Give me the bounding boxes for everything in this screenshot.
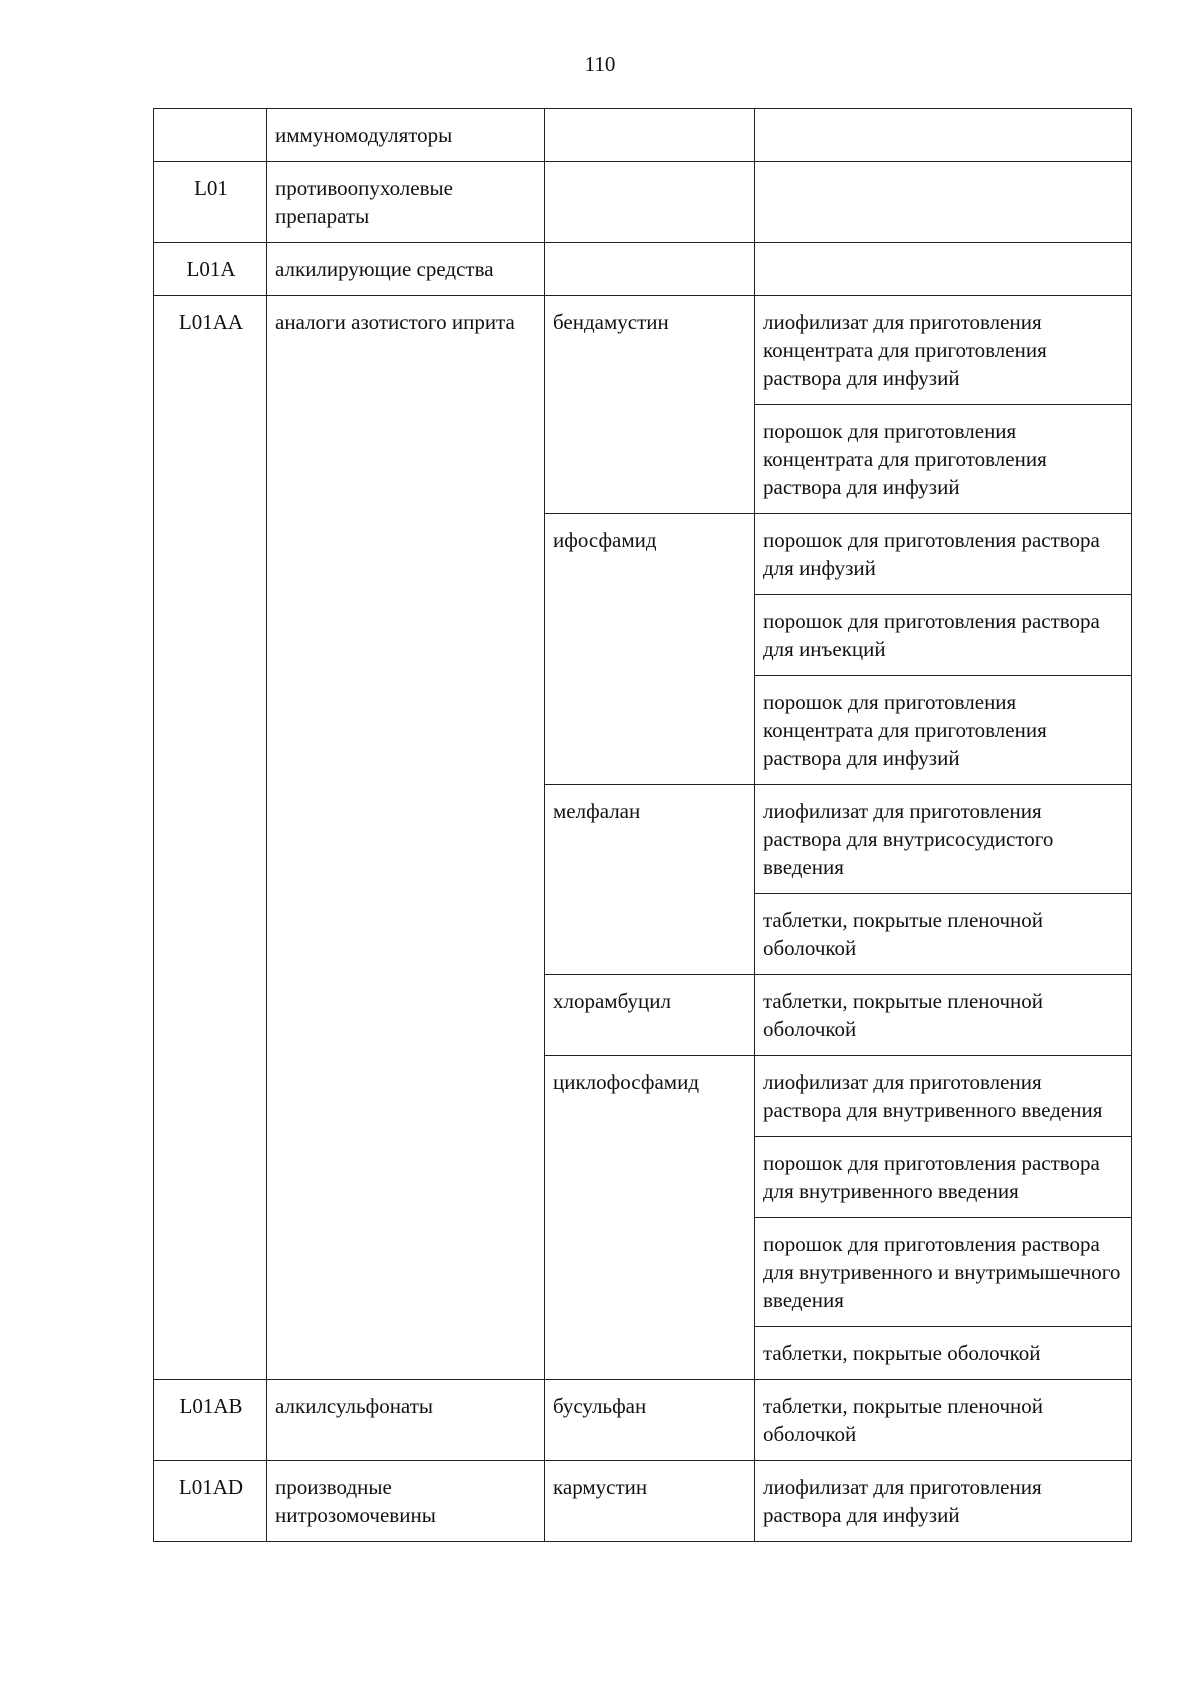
group-name-cell: производные нитрозомочевины (267, 1461, 545, 1542)
dosage-form-cell: лиофилизат для приготовления раствора для внутривенного введения (755, 1056, 1132, 1137)
dosage-form-cell: таблетки, покрытые пленочной оболочкой (755, 1380, 1132, 1461)
drug-name-cell: хлорамбуцил (545, 975, 755, 1056)
group-name-cell: иммуномодуляторы (267, 109, 545, 162)
dosage-form-cell: порошок для приготовления концентрата для приготовления раствора для инфузий (755, 405, 1132, 514)
atc-code-cell: L01AA (154, 296, 267, 1380)
group-name-cell: алкилсульфонаты (267, 1380, 545, 1461)
table-row (154, 243, 1132, 296)
dosage-form-cell: порошок для приготовления раствора для внутривенного и внутримышечного введения (755, 1218, 1132, 1327)
table-row (154, 162, 1132, 243)
drug-table (153, 108, 1132, 1542)
dosage-form-cell: порошок для приготовления раствора для внутривенного введения (755, 1137, 1132, 1218)
dosage-form-cell: таблетки, покрытые пленочной оболочкой (755, 975, 1132, 1056)
group-name-cell: аналоги азотистого иприта (267, 296, 545, 1380)
table-row (154, 1380, 1132, 1461)
drug-name-cell (545, 109, 755, 162)
atc-code-cell: L01 (154, 162, 267, 243)
dosage-form-cell: таблетки, покрытые оболочкой (755, 1327, 1132, 1380)
table-row (154, 296, 1132, 405)
group-name-cell: алкилирующие средства (267, 243, 545, 296)
dosage-form-cell (755, 162, 1132, 243)
dosage-form-cell: порошок для приготовления раствора для инфузий (755, 514, 1132, 595)
page-number: 110 (584, 52, 616, 76)
drug-name-cell: циклофосфамид (545, 1056, 755, 1380)
table-row (154, 109, 1132, 162)
drug-name-cell (545, 243, 755, 296)
atc-code-cell: L01AD (154, 1461, 267, 1542)
dosage-form-cell: порошок для приготовления концентрата для приготовления раствора для инфузий (755, 676, 1132, 785)
table-row (154, 1461, 1132, 1542)
atc-code-cell: L01AB (154, 1380, 267, 1461)
drug-name-cell: бендамустин (545, 296, 755, 514)
dosage-form-cell (755, 243, 1132, 296)
dosage-form-cell: лиофилизат для приготовления концентрата для приготовления раствора для инфузий (755, 296, 1132, 405)
drug-name-cell: кармустин (545, 1461, 755, 1542)
dosage-form-cell: таблетки, покрытые пленочной оболочкой (755, 894, 1132, 975)
dosage-form-cell (755, 109, 1132, 162)
dosage-form-cell: лиофилизат для приготовления раствора для внутрисосудистого введения (755, 785, 1132, 894)
group-name-cell: противоопухолевые препараты (267, 162, 545, 243)
drug-name-cell (545, 162, 755, 243)
drug-name-cell: бусульфан (545, 1380, 755, 1461)
table-body (154, 109, 1132, 1542)
dosage-form-cell: лиофилизат для приготовления раствора для инфузий (755, 1461, 1132, 1542)
drug-name-cell: мелфалан (545, 785, 755, 975)
dosage-form-cell: порошок для приготовления раствора для инъекций (755, 595, 1132, 676)
atc-code-cell: L01A (154, 243, 267, 296)
atc-code-cell (154, 109, 267, 162)
drug-name-cell: ифосфамид (545, 514, 755, 785)
